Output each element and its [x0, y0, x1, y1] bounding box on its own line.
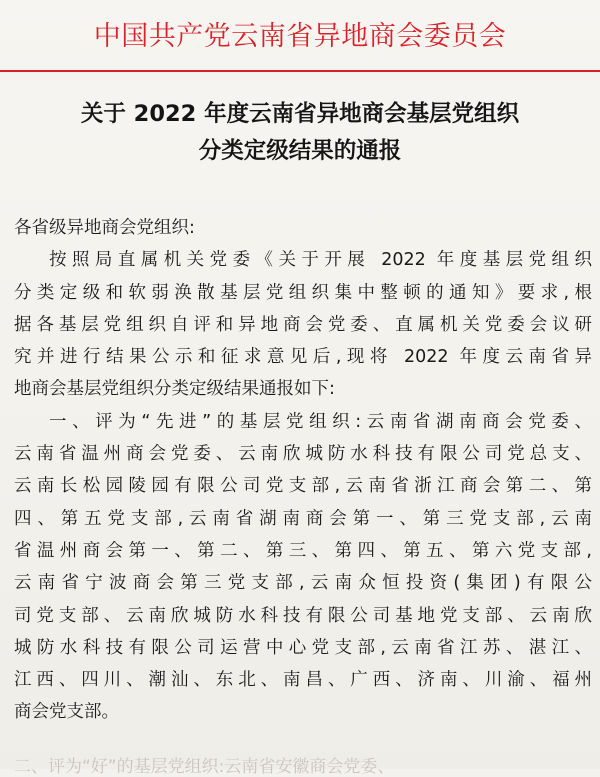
- document-title-line-1: 关于 2022 年度云南省异地商会基层党组织: [80, 101, 520, 127]
- document-body: [14, 212, 592, 729]
- body-line: 地商会基层党组织分类定级结果通报如下:: [14, 379, 335, 400]
- letterhead-org-name: 中国共产党云南省异地商会委员会: [93, 21, 507, 52]
- body-line: 四、第五党支部,云南省湖南商会第一、第三党支部,云南: [14, 508, 592, 529]
- body-line: 一、评为“先进”的基层党组织:云南省湖南商会党委、: [49, 411, 592, 432]
- body-line: 云南省宁波商会第三党支部,云南众恒投资(集团)有限公: [14, 573, 592, 594]
- document-title-line-2: 分类定级结果的通报: [198, 138, 402, 164]
- body-line: 云南长松园陵园有限公司党支部,云南省浙江商会第二、第: [14, 476, 592, 497]
- body-line: 据各基层党组织自评和异地商会党委、直属机关党委会议研: [14, 314, 592, 335]
- body-line: 江西、四川、潮汕、东北、南昌、广西、济南、川渝、福州: [14, 670, 592, 691]
- body-line: 究并进行结果公示和征求意见后,现将 2022 年度云南省异: [14, 347, 592, 368]
- body-line: 商会党支部。: [14, 702, 119, 723]
- body-line: 云南省温州商会党委、云南欣城防水科技有限公司党总支、: [14, 444, 592, 465]
- body-line: 城防水科技有限公司运营中心党支部,云南省江苏、湛江、: [14, 637, 592, 658]
- letterhead-red-rule: [0, 70, 600, 72]
- body-line: 省温州商会第一、第二、第三、第四、第五、第六党支部,: [14, 540, 592, 561]
- body-line: 司党支部、云南欣城防水科技有限公司基地党支部、云南欣: [14, 605, 592, 626]
- salutation: 各省级异地商会党组织:: [14, 218, 195, 238]
- body-line: 按照局直属机关党委《关于开展 2022 年度基层党组织: [49, 250, 592, 271]
- body-line: 分类定级和软弱涣散基层党组织集中整顿的通知》要求,根: [14, 282, 592, 303]
- document-title: [0, 96, 600, 170]
- cut-off-next-line: 二、评为“好”的基层党组织:云南省安徽商会党委、: [14, 757, 395, 777]
